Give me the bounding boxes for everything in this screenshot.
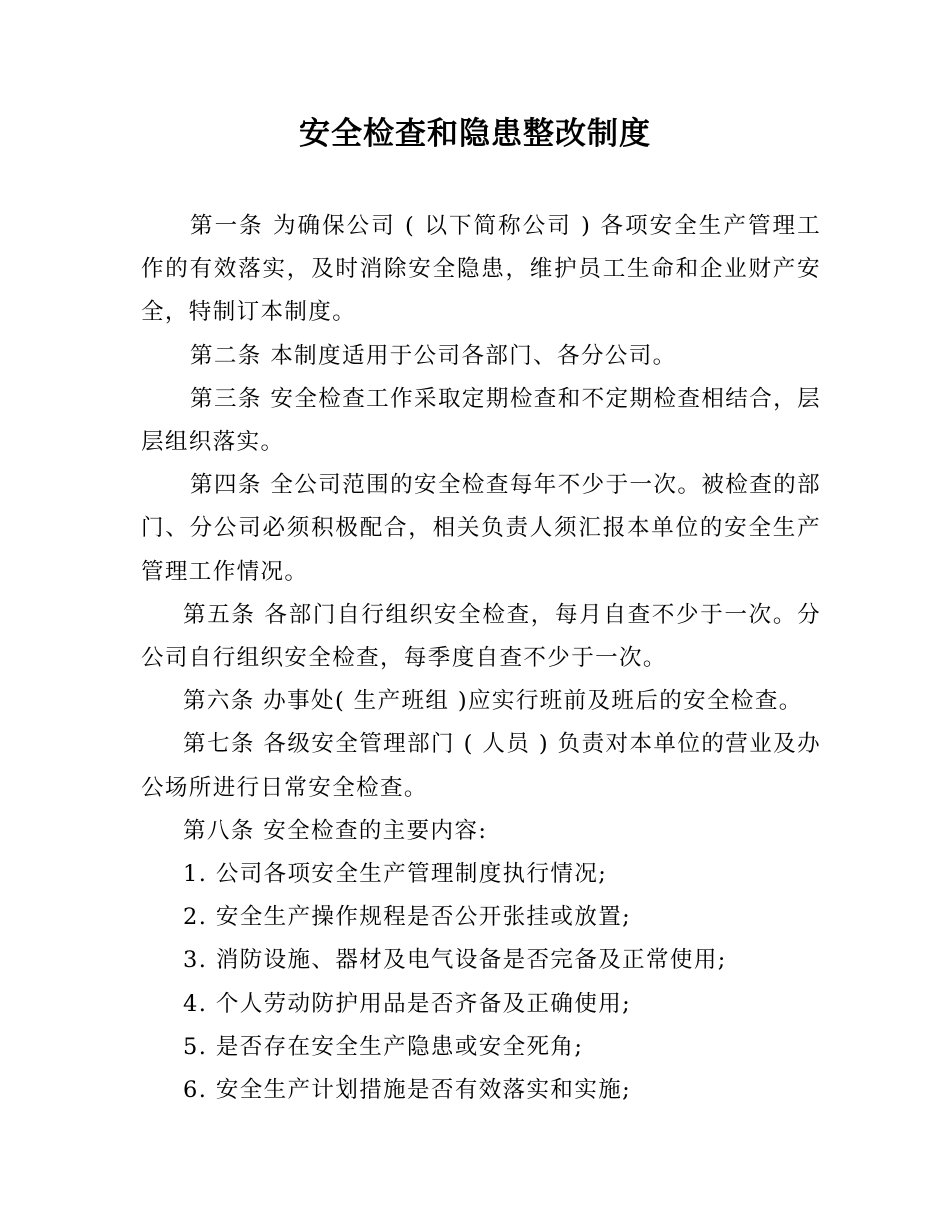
list-item: 4. 个人劳动防护用品是否齐备及正确使用; — [183, 990, 632, 1017]
list-item: 6. 安全生产计划措施是否有效落实和实施; — [183, 1077, 632, 1104]
article-6: 第六条 办事处( 生产班组 )应实行班前及班后的安全检查。 — [183, 688, 803, 715]
article-2: 第二条 本制度适用于公司各部门、各分公司。 — [190, 342, 677, 369]
article-4: 第四条 全公司范围的安全检查每年不少于一次。被检查的部门、分公司必须积极配合，相关负责人须汇报本单位的安全生产管理工作情况。 — [141, 472, 821, 585]
document-body — [141, 205, 821, 1112]
list-item: 2. 安全生产操作规程是否公开张挂或放置; — [183, 904, 632, 931]
article-3: 第三条 安全检查工作采取定期检查和不定期检查相结合，层层组织落实。 — [141, 385, 821, 456]
article-7: 第七条 各级安全管理部门 ( 人员 ) 负责对本单位的营业及办公场所进行日常安全检查。 — [141, 731, 821, 801]
document-title: 安全检查和隐患整改制度 — [299, 116, 651, 152]
article-1: 第一条 为确保公司 ( 以下简称公司 ) 各项安全生产管理工作的有效落实，及时消除安全隐患，维护员工生命和企业财产安全，特制订本制度。 — [141, 213, 821, 326]
article-8: 第八条 安全检查的主要内容: — [183, 817, 488, 844]
list-item: 5. 是否存在安全生产隐患或安全死角; — [183, 1033, 584, 1060]
list-item: 1. 公司各项安全生产管理制度执行情况; — [183, 861, 608, 888]
article-5: 第五条 各部门自行组织安全检查，每月自查不少于一次。分公司自行组织安全检查，每季度自查不少于一次。 — [141, 601, 821, 672]
list-item: 3. 消防设施、器材及电气设备是否完备及正常使用; — [183, 947, 727, 974]
